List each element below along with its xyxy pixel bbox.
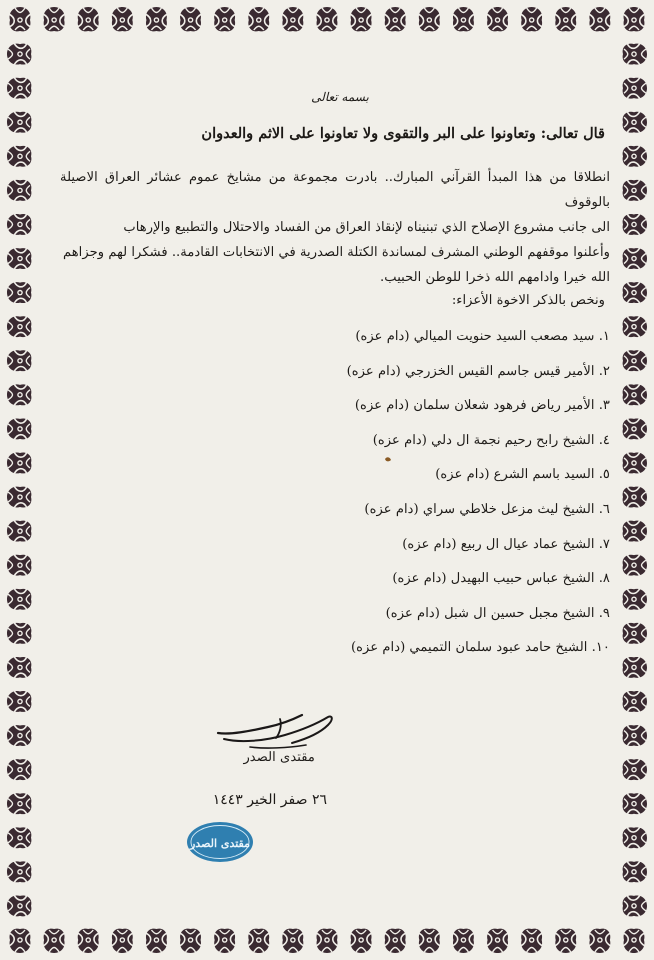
flower-ornament-icon	[487, 929, 509, 953]
flower-ornament-icon	[623, 282, 647, 304]
flower-ornament-icon	[111, 929, 133, 953]
flower-ornament-icon	[7, 213, 31, 235]
flower-ornament-icon	[316, 929, 338, 953]
flower-ornament-icon	[282, 929, 304, 953]
names-list	[60, 327, 610, 673]
flower-ornament-icon	[180, 7, 202, 31]
flower-ornament-icon	[7, 793, 31, 815]
flower-ornament-icon	[9, 929, 31, 953]
letter-content	[60, 80, 620, 870]
flower-ornament-icon	[452, 7, 474, 31]
flower-ornament-icon	[7, 759, 31, 781]
seal-stamp-icon	[185, 820, 255, 864]
intro-paragraph	[60, 165, 610, 290]
flower-ornament-icon	[521, 929, 543, 953]
basmala-heading: بسمه تعالى	[311, 90, 369, 104]
flower-ornament-icon	[555, 929, 577, 953]
flower-ornament-icon	[350, 7, 372, 31]
flower-ornament-icon	[623, 861, 647, 883]
flower-ornament-icon	[248, 929, 270, 953]
flower-ornament-icon	[384, 929, 406, 953]
flower-ornament-icon	[7, 588, 31, 610]
intro-line: الله خيرا وادامهم الله ذخرا للوطن الحبيب.	[380, 270, 610, 285]
flower-ornament-icon	[9, 7, 31, 31]
flower-ornament-icon	[316, 7, 338, 31]
flower-ornament-icon	[7, 111, 31, 133]
flower-ornament-icon	[7, 861, 31, 883]
flower-ornament-icon	[7, 145, 31, 167]
flower-ornament-icon	[418, 7, 440, 31]
flower-ornament-icon	[623, 213, 647, 235]
flower-ornament-icon	[623, 929, 645, 953]
flower-ornament-icon	[487, 7, 509, 31]
flower-ornament-icon	[77, 7, 99, 31]
flower-ornament-icon	[7, 725, 31, 747]
list-item: ٥. السيد باسم الشرع (دام عزه)	[435, 467, 610, 483]
flower-ornament-icon	[350, 929, 372, 953]
flower-ornament-icon	[145, 7, 167, 31]
list-item: ٢. الأمير قيس جاسم القيس الخزرجي (دام عزه)	[346, 363, 610, 379]
flower-ornament-icon	[623, 725, 647, 747]
flower-ornament-icon	[7, 690, 31, 712]
flower-ornament-icon	[7, 77, 31, 99]
flower-ornament-icon	[7, 486, 31, 508]
list-item: ٦. الشيخ ليث مزعل خلاطي سراي (دام عزه)	[364, 501, 610, 517]
list-item: ٤. الشيخ رابح رحيم نجمة ال دلي (دام عزه)	[372, 432, 610, 448]
flower-ornament-icon	[452, 929, 474, 953]
flower-ornament-icon	[7, 43, 31, 65]
flower-ornament-icon	[623, 350, 647, 372]
flower-ornament-icon	[7, 179, 31, 201]
flower-ornament-icon	[77, 929, 99, 953]
flower-ornament-icon	[111, 7, 133, 31]
flower-ornament-icon	[180, 929, 202, 953]
flower-ornament-icon	[7, 656, 31, 678]
flower-ornament-icon	[282, 7, 304, 31]
list-item: ١٠. الشيخ حامد عبود سلمان التميمي (دام عزه)	[350, 640, 610, 656]
flower-ornament-icon	[623, 895, 647, 917]
flower-ornament-icon	[214, 929, 236, 953]
flower-ornament-icon	[7, 316, 31, 338]
flower-ornament-icon	[623, 622, 647, 644]
flower-ornament-icon	[7, 554, 31, 576]
flower-ornament-icon	[248, 7, 270, 31]
flower-ornament-icon	[623, 111, 647, 133]
flower-ornament-icon	[623, 656, 647, 678]
flower-ornament-icon	[589, 929, 611, 953]
flower-ornament-icon	[7, 895, 31, 917]
flower-ornament-icon	[623, 588, 647, 610]
letter-date: ٢٦ صفر الخير ١٤٤٣	[212, 792, 327, 808]
flower-ornament-icon	[43, 7, 65, 31]
flower-ornament-icon	[623, 759, 647, 781]
flower-ornament-icon	[7, 622, 31, 644]
flower-ornament-icon	[623, 554, 647, 576]
flower-ornament-icon	[7, 384, 31, 406]
flower-ornament-icon	[623, 486, 647, 508]
flower-ornament-icon	[623, 384, 647, 406]
flower-ornament-icon	[623, 452, 647, 474]
flower-ornament-icon	[145, 929, 167, 953]
flower-ornament-icon	[7, 418, 31, 440]
ink-dot	[384, 455, 392, 463]
intro-line: انطلاقا من هذا المبدأ القرآني المبارك.. بادرت مجموعة من مشايخ عموم عشائر العراق الاصيلة بالوقوف	[60, 170, 610, 210]
flower-ornament-icon	[623, 690, 647, 712]
list-item: ١. سيد مصعب السيد حنويت الميالي (دام عزه)	[355, 329, 610, 344]
flower-ornament-icon	[623, 248, 647, 270]
list-item: ٧. الشيخ عماد عيال ال ربيع (دام عزه)	[402, 536, 610, 552]
flower-ornament-icon	[623, 145, 647, 167]
flower-ornament-icon	[623, 179, 647, 201]
quran-verse: قال تعالى: وتعاونوا على البر والتقوى ولا تعاونوا على الاثم والعدوان	[201, 125, 605, 142]
intro-line: الى جانب مشروع الإصلاح الذي تبنيناه لإنقاذ العراق من الفساد والاحتلال والتطبيع والإرهاب	[123, 220, 610, 235]
list-item: ٨. الشيخ عباس حبيب البهيدل (دام عزه)	[392, 571, 610, 587]
list-item: ٩. الشيخ مجبل حسين ال شبل (دام عزه)	[385, 605, 610, 621]
flower-ornament-icon	[589, 7, 611, 31]
signer-name: مقتدى الصدر	[243, 750, 315, 765]
flower-ornament-icon	[43, 929, 65, 953]
list-item: ٣. الأمير رياض فرهود شعلان سلمان (دام عزه)	[354, 398, 610, 414]
flower-ornament-icon	[7, 248, 31, 270]
flower-ornament-icon	[384, 7, 406, 31]
flower-ornament-icon	[623, 77, 647, 99]
flower-ornament-icon	[623, 7, 645, 31]
intro-line: وأعلنوا موقفهم الوطني المشرف لمساندة الكتلة الصدرية في الانتخابات القادمة.. فشكرا لهم وجزاهم	[62, 245, 610, 260]
flower-ornament-icon	[623, 316, 647, 338]
flower-ornament-icon	[7, 282, 31, 304]
flower-ornament-icon	[214, 7, 236, 31]
flower-ornament-icon	[623, 520, 647, 542]
flower-ornament-icon	[623, 43, 647, 65]
honor-lead-text: ونخص بالذكر الاخوة الأعزاء:	[451, 293, 605, 308]
signature-mark	[210, 705, 340, 755]
flower-ornament-icon	[623, 827, 647, 849]
flower-ornament-icon	[623, 793, 647, 815]
flower-ornament-icon	[7, 827, 31, 849]
flower-ornament-icon	[555, 7, 577, 31]
flower-ornament-icon	[623, 418, 647, 440]
flower-ornament-icon	[521, 7, 543, 31]
seal-text: مقتدى الصدر	[189, 837, 251, 850]
flower-ornament-icon	[7, 520, 31, 542]
flower-ornament-icon	[7, 350, 31, 372]
flower-ornament-icon	[7, 452, 31, 474]
flower-ornament-icon	[418, 929, 440, 953]
